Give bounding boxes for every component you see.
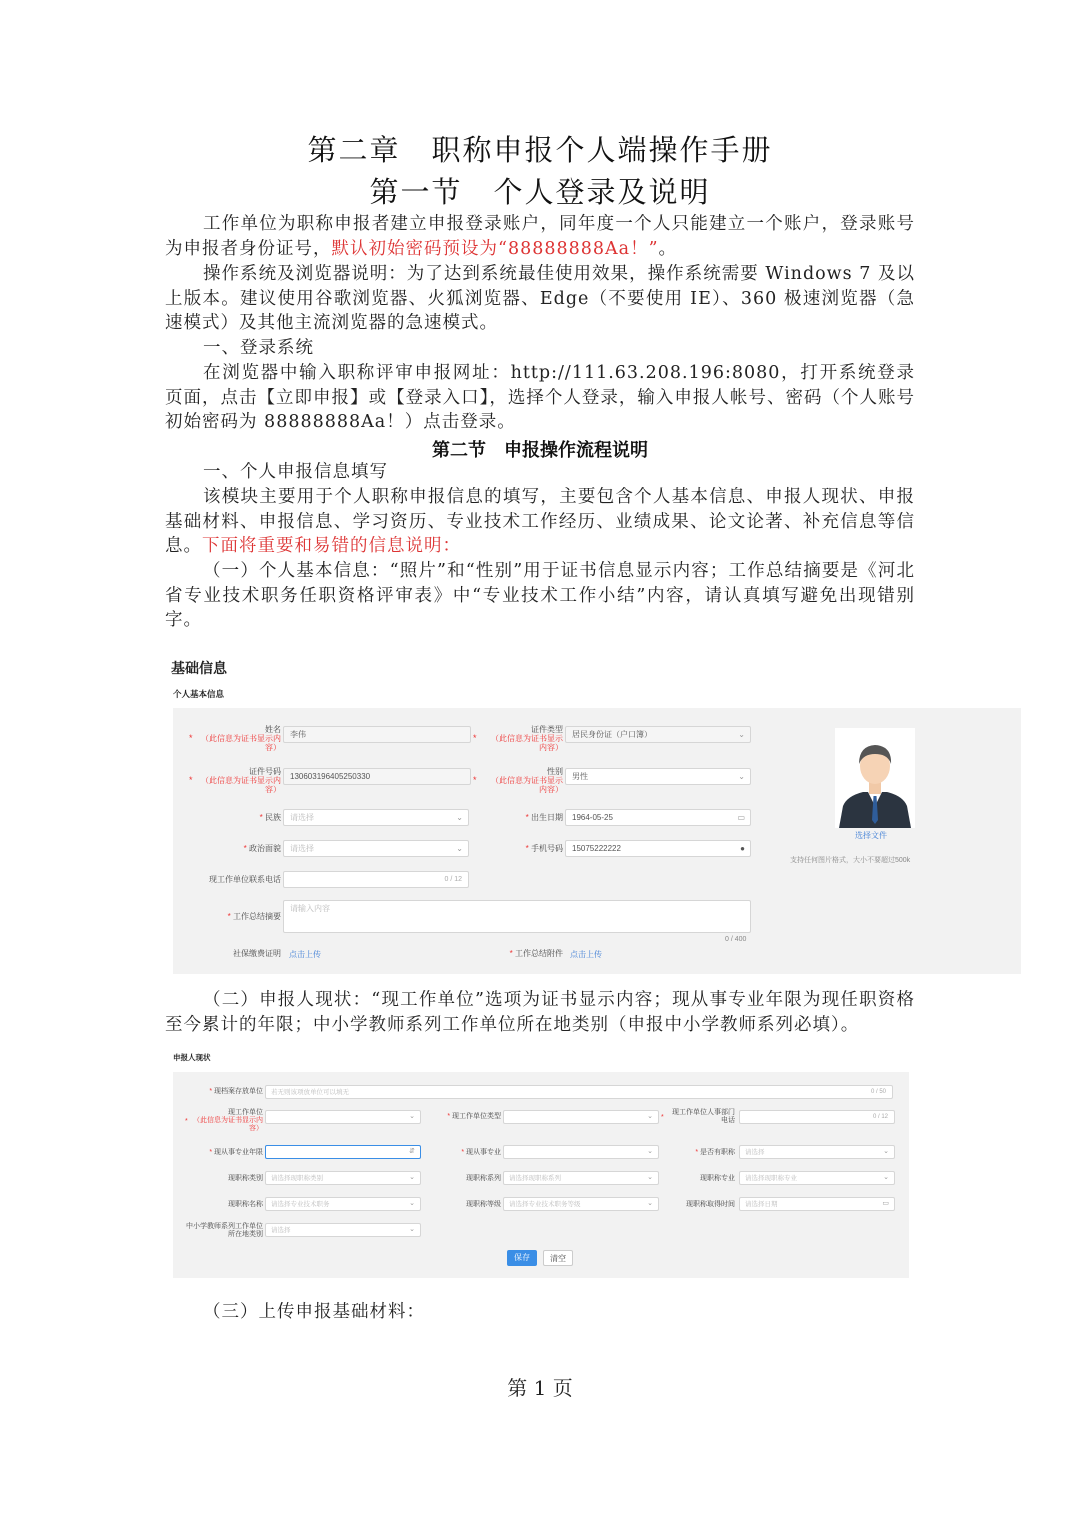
- chevron-down-icon: ⌄: [647, 1200, 653, 1207]
- title-major-select[interactable]: [739, 1171, 895, 1185]
- paragraph-module-note: 下面将重要和易错的信息说明：: [202, 536, 461, 556]
- has-title-label: 是否有职称: [700, 1149, 735, 1156]
- paragraph-browser: 操作系统及浏览器说明：为了达到系统最佳使用效果，操作系统需要 Windows 7 及以上版本。建议使用谷歌浏览器、火狐浏览器、Edge（不要使用 IE）、360 极速浏览器（急速模式）及其他主流浏览器的急速模式。: [165, 264, 915, 333]
- unit-phone-label: 现工作单位联系电话: [209, 875, 281, 884]
- title-date-label: 现职称取得时间: [686, 1201, 735, 1208]
- school-placeholder: 请选择: [271, 1227, 291, 1234]
- cert-note: （此信息为证书显示内容）: [491, 734, 563, 752]
- section-title-2: 第二节 申报操作流程说明: [432, 440, 648, 461]
- idtype-value: 居民身份证（户口簿）: [572, 730, 652, 739]
- birth-value: 1964-05-25: [572, 813, 613, 822]
- chevron-down-icon: ⌄: [647, 1113, 653, 1120]
- political-label-block: * 政治面貌: [243, 844, 281, 853]
- form1-sub-title: 个人基本信息: [173, 689, 225, 699]
- ethnic-select[interactable]: [283, 809, 469, 826]
- gender-value: 男性: [572, 772, 588, 781]
- paragraph-account-end: 。: [658, 238, 678, 259]
- title-series-label: 现职称系列: [466, 1175, 501, 1182]
- cert-note: （此信息为证书显示内容）: [201, 734, 281, 752]
- required-star: *: [189, 733, 193, 743]
- required-star: *: [661, 1114, 664, 1121]
- has-title-select[interactable]: [739, 1145, 895, 1159]
- title-major-placeholder: 请选择现职称专业: [745, 1175, 797, 1182]
- chapter-title: 第二章 职称申报个人端操作手册: [307, 133, 773, 167]
- required-star: *: [189, 775, 193, 785]
- gender-select[interactable]: [565, 768, 751, 785]
- cert-note: （此信息为证书显示内容）: [201, 776, 281, 794]
- form1-section-title: 基础信息: [171, 660, 227, 676]
- paragraph-module: [165, 485, 915, 559]
- paragraph-upload: （三）上传申报基础材料：: [203, 1302, 425, 1322]
- form2-section-title: 申报人现状: [173, 1053, 211, 1062]
- paragraph-account-text: 工作单位为职称申报者建立申报登录账户，同年度一个人只能建立一个账户，登录账号为申报者身份证号，: [165, 214, 915, 259]
- chevron-down-icon: ⌄: [456, 813, 463, 822]
- idtype-label: 证件类型: [531, 725, 563, 734]
- required-star: *: [473, 775, 477, 785]
- idno-input[interactable]: 130603196405250330: [283, 768, 471, 785]
- name-label-block: [201, 725, 281, 752]
- phone-label: 手机号码: [531, 844, 563, 853]
- unit-phone-input[interactable]: [283, 871, 469, 888]
- social-label: 社保缴费证明: [233, 949, 281, 958]
- section-title-1: 第一节 个人登录及说明: [369, 175, 711, 209]
- screenshot-current-status: [165, 1048, 915, 1283]
- idtype-label-block: [485, 725, 563, 752]
- summary-attach-upload-link[interactable]: 点击上传: [570, 950, 602, 959]
- unit-type-label: 现工作单位类型: [452, 1113, 501, 1120]
- political-label: 政治面貌: [249, 844, 281, 853]
- school-select[interactable]: [265, 1223, 421, 1237]
- idno-label-block: [201, 767, 281, 794]
- has-title-label-block: * 是否有职称: [695, 1149, 735, 1156]
- paragraph-login-heading: 一、登录系统: [203, 338, 314, 358]
- person-avatar-icon: [835, 728, 915, 828]
- chevron-down-icon: ⌄: [647, 1148, 653, 1155]
- required-star: *: [473, 733, 477, 743]
- paragraph-current-status: （二）申报人现状：“现工作单位”选项为证书显示内容；现从事专业年限为现任职资格至今累计的年限；中小学教师系列工作单位所在地类别（申报中小学教师系列必填）。: [165, 990, 915, 1035]
- chevron-down-icon: ⌄: [409, 1200, 415, 1207]
- summary-textarea[interactable]: 请输入内容: [283, 900, 751, 933]
- chevron-down-icon: ⌄: [738, 730, 745, 739]
- title-level-select[interactable]: [503, 1197, 659, 1211]
- years-label: 现从事专业年限: [214, 1149, 263, 1156]
- screenshot-basic-info: [165, 650, 1025, 980]
- unit-select[interactable]: [265, 1110, 421, 1124]
- phone-label-block: * 手机号码: [525, 844, 563, 853]
- phone-value: 15075222222: [572, 844, 621, 853]
- title-cat-label: 现职称类别: [228, 1175, 263, 1182]
- hr-phone-count: 0 / 12: [872, 1114, 888, 1120]
- ethnic-label: 民族: [265, 813, 281, 822]
- unit-label: 现工作单位: [228, 1109, 263, 1116]
- stepper-arrows-icon[interactable]: ⇵: [409, 1148, 415, 1155]
- chevron-down-icon: ⌄: [409, 1174, 415, 1181]
- title-level-placeholder: 请选择专业技术职务等级: [509, 1201, 581, 1208]
- title-cat-placeholder: 请选择现职称类别: [271, 1175, 323, 1182]
- chevron-down-icon: ⌄: [647, 1174, 653, 1181]
- calendar-icon[interactable]: ▭: [882, 1200, 889, 1207]
- title-name-select[interactable]: [265, 1197, 421, 1211]
- unit-type-select[interactable]: [503, 1110, 659, 1124]
- hr-phone-input[interactable]: [739, 1110, 895, 1124]
- chevron-down-icon: ⌄: [409, 1226, 415, 1233]
- unit-type-label-block: * 现工作单位类型: [447, 1113, 501, 1120]
- chevron-down-icon: ⌄: [883, 1174, 889, 1181]
- avatar: [835, 728, 915, 828]
- name-input[interactable]: 李伟: [283, 726, 471, 743]
- archive-placeholder: 若无则该项放单位可以填无: [271, 1089, 349, 1096]
- paragraph-login: 在浏览器中输入职称评审申报网址：http://111.63.208.196:8080，打开系统登录页面，点击【立即申报】或【登录入口】，选择个人登录，输入申报人帐号、密码（个人账号初始密码为 88888888Aa！）点击登录。: [165, 363, 915, 432]
- chevron-down-icon: ⌄: [883, 1148, 889, 1155]
- ethnic-placeholder: 请选择: [290, 813, 314, 822]
- years-stepper[interactable]: [265, 1145, 421, 1159]
- years-label-block: * 现从事专业年限: [209, 1149, 263, 1156]
- major-label-block: * 现从事专业: [461, 1149, 501, 1156]
- title-series-select[interactable]: [503, 1171, 659, 1185]
- archive-label-block: * 现档案存放单位: [209, 1088, 263, 1095]
- name-label: 姓名: [265, 725, 281, 734]
- paragraph-module-text: 该模块主要用于个人职称申报信息的填写，主要包含个人基本信息、申报人现状、申报基础材料、申报信息、学习资历、专业技术工作经历、业绩成果、论文论著、补充信息等信息。: [165, 487, 915, 556]
- gender-label-block: [485, 767, 563, 794]
- paragraph-fill-heading: 一、个人申报信息填写: [203, 462, 388, 482]
- archive-label: 现档案存放单位: [214, 1088, 263, 1095]
- title-cat-select[interactable]: [265, 1171, 421, 1185]
- chevron-down-icon: ⌄: [456, 844, 463, 853]
- photo-hint: 支持任何图片格式，大小不要超过500k: [790, 857, 911, 864]
- save-button[interactable]: 保存: [507, 1250, 537, 1266]
- title-series-placeholder: 请选择现职称系列: [509, 1175, 561, 1182]
- school-label: 中小学教师系列工作单位所在地类别: [186, 1223, 263, 1238]
- has-title-placeholder: 请选择: [745, 1149, 765, 1156]
- archive-input[interactable]: [265, 1085, 893, 1099]
- calendar-icon[interactable]: ▭: [737, 813, 745, 822]
- archive-count: 0 / 50: [870, 1089, 886, 1095]
- summary-attach-label: 工作总结附件: [515, 949, 563, 958]
- social-upload-link[interactable]: 点击上传: [289, 950, 321, 959]
- phone-input[interactable]: [565, 840, 751, 857]
- cert-note: （此信息为证书显示内容）: [491, 776, 563, 794]
- chevron-down-icon: ⌄: [409, 1113, 415, 1120]
- unit-phone-count: 0 / 12: [444, 876, 462, 883]
- title-major-label: 现职称专业: [700, 1175, 735, 1182]
- birth-label-block: * 出生日期: [525, 813, 563, 822]
- ethnic-label-block: * 民族: [259, 813, 281, 822]
- idtype-select[interactable]: [565, 726, 751, 743]
- default-password-note: 默认初始密码预设为“88888888Aa！”: [331, 238, 659, 259]
- cert-note: （此信息为证书显示内容）: [193, 1117, 263, 1132]
- political-placeholder: 请选择: [290, 844, 314, 853]
- summary-count: 0 / 400: [725, 936, 747, 943]
- gender-label: 性别: [547, 767, 563, 776]
- major-select[interactable]: [503, 1145, 659, 1159]
- idno-label: 证件号码: [249, 767, 281, 776]
- birth-date-input[interactable]: [565, 809, 751, 826]
- clear-button[interactable]: 清空: [543, 1250, 573, 1266]
- summary-attach-label-block: * 工作总结附件: [509, 949, 563, 958]
- clear-icon[interactable]: ●: [740, 844, 745, 853]
- unit-label-block: [193, 1109, 263, 1133]
- birth-label: 出生日期: [531, 813, 563, 822]
- title-name-label: 现职称名称: [228, 1201, 263, 1208]
- title-date-placeholder: 请选择日期: [745, 1201, 778, 1208]
- title-name-placeholder: 请选择专业技术职务: [271, 1201, 330, 1208]
- chevron-down-icon: ⌄: [738, 772, 745, 781]
- required-star: *: [185, 1118, 188, 1125]
- page-number: 第 1 页: [507, 1376, 573, 1400]
- summary-label-block: * 工作总结摘要: [227, 912, 281, 921]
- paragraph-basic-info: （一）个人基本信息：“照片”和“性别”用于证书信息显示内容；工作总结摘要是《河北省专业技术职务任职资格评审表》中“专业技术工作小结”内容，请认真填写避免出现错别字。: [165, 561, 915, 630]
- choose-file-link[interactable]: 选择文件: [855, 831, 887, 840]
- title-level-label: 现职称等级: [466, 1201, 501, 1208]
- hr-phone-label: 现工作单位人事部门电话: [672, 1109, 735, 1124]
- title-date-input[interactable]: [739, 1197, 895, 1211]
- major-label: 现从事专业: [466, 1149, 501, 1156]
- political-select[interactable]: [283, 840, 469, 857]
- paragraph-account: [165, 212, 915, 261]
- summary-label: 工作总结摘要: [233, 912, 281, 921]
